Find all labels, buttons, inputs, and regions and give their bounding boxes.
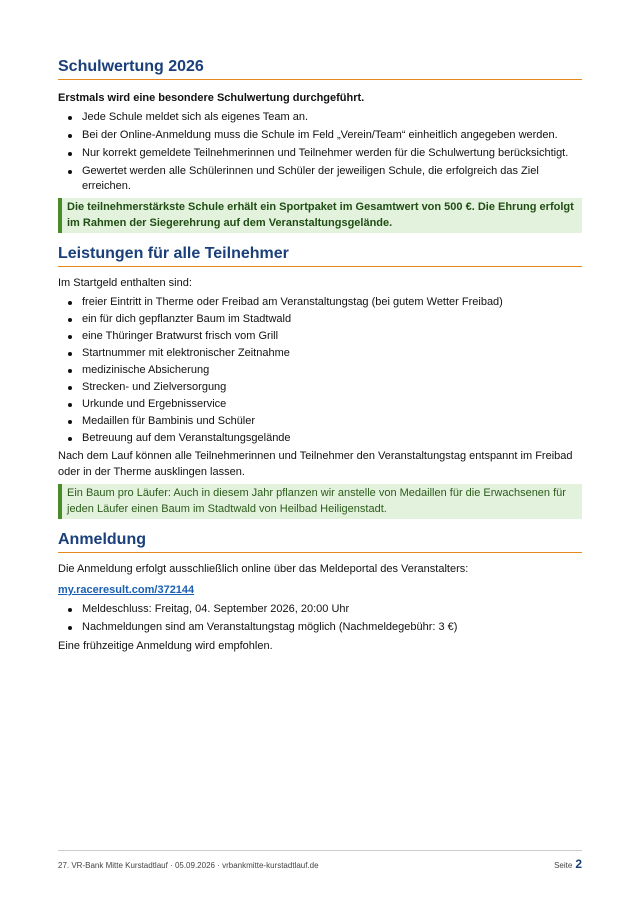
list-item: Betreuung auf dem Veranstaltungsgelände [58, 431, 582, 446]
page-content [58, 52, 582, 654]
school-ranking-section [58, 58, 582, 233]
services-intro: Im Startgeld enthalten sind: [58, 277, 192, 289]
list-item: Gewertet werden alle Schülerinnen und Schüler der jeweiligen Schule, die erfolgreich das Ziel erreichen. [58, 164, 582, 194]
list-item: Strecken- und Zielversorgung [58, 380, 582, 395]
school-ranking-heading: Schulwertung 2026 [58, 58, 582, 80]
list-item: ein für dich gepflanzter Baum im Stadtwald [58, 312, 582, 327]
footer-event-info: 27. VR-Bank Mitte Kurstadtlauf · 05.09.2026 · vrbankmitte-kurstadtlauf.de [58, 861, 319, 870]
registration-link[interactable]: my.raceresult.com/372144 [58, 584, 195, 596]
page-number [554, 857, 582, 871]
services-after-text: Nach dem Lauf können alle Teilnehmerinnen und Teilnehmer den Veranstaltungstag entspannt im Freibad oder in der Therme ausklingen lassen. [58, 450, 573, 478]
list-item: Medaillen für Bambinis und Schüler [58, 414, 582, 429]
page-label: Seite [554, 861, 573, 870]
list-item: Urkunde und Ergebnisservice [58, 397, 582, 412]
list-item: Bei der Online-Anmeldung muss die Schule im Feld „Verein/Team“ einheitlich angegeben werden. [58, 128, 582, 143]
list-item: Nur korrekt gemeldete Teilnehmerinnen und Teilnehmer werden für die Schulwertung berücksichtigt. [58, 146, 582, 161]
registration-section [58, 531, 582, 654]
list-item: Meldeschluss: Freitag, 04. September 2026, 20:00 Uhr [58, 602, 582, 617]
list-item: Startnummer mit elektronischer Zeitnahme [58, 346, 582, 361]
services-list [58, 295, 582, 446]
services-section [58, 245, 582, 519]
school-ranking-list [58, 110, 582, 194]
registration-note: Eine frühzeitige Anmeldung wird empfohlen. [58, 640, 273, 652]
services-heading: Leistungen für alle Teilnehmer [58, 245, 582, 267]
registration-heading: Anmeldung [58, 531, 582, 553]
school-ranking-lead: Erstmals wird eine besondere Schulwertung durchgeführt. [58, 92, 365, 104]
tree-callout: Ein Baum pro Läufer: Auch in diesem Jahr pflanzen wir anstelle von Medaillen für die Erwachsenen für jeden Läufer einen Baum im Stadtwald von Heilbad Heiligenstadt. [58, 484, 582, 519]
list-item: Jede Schule meldet sich als eigenes Team an. [58, 110, 582, 125]
list-item: freier Eintritt in Therme oder Freibad am Veranstaltungstag (bei gutem Wetter Freibad) [58, 295, 582, 310]
page-footer [58, 850, 582, 871]
registration-intro: Die Anmeldung erfolgt ausschließlich online über das Meldeportal des Veranstalters: [58, 563, 469, 575]
school-ranking-prize-callout: Die teilnehmerstärkste Schule erhält ein Sportpaket im Gesamtwert von 500 €. Die Ehrung erfolgt im Rahmen der Siegerehrung auf dem Veranstaltungsgelände. [58, 198, 582, 233]
list-item: Nachmeldungen sind am Veranstaltungstag möglich (Nachmeldegebühr: 3 €) [58, 620, 582, 635]
registration-list [58, 602, 582, 635]
list-item: eine Thüringer Bratwurst frisch vom Grill [58, 329, 582, 344]
list-item: medizinische Absicherung [58, 363, 582, 378]
page-number-value: 2 [575, 857, 582, 871]
